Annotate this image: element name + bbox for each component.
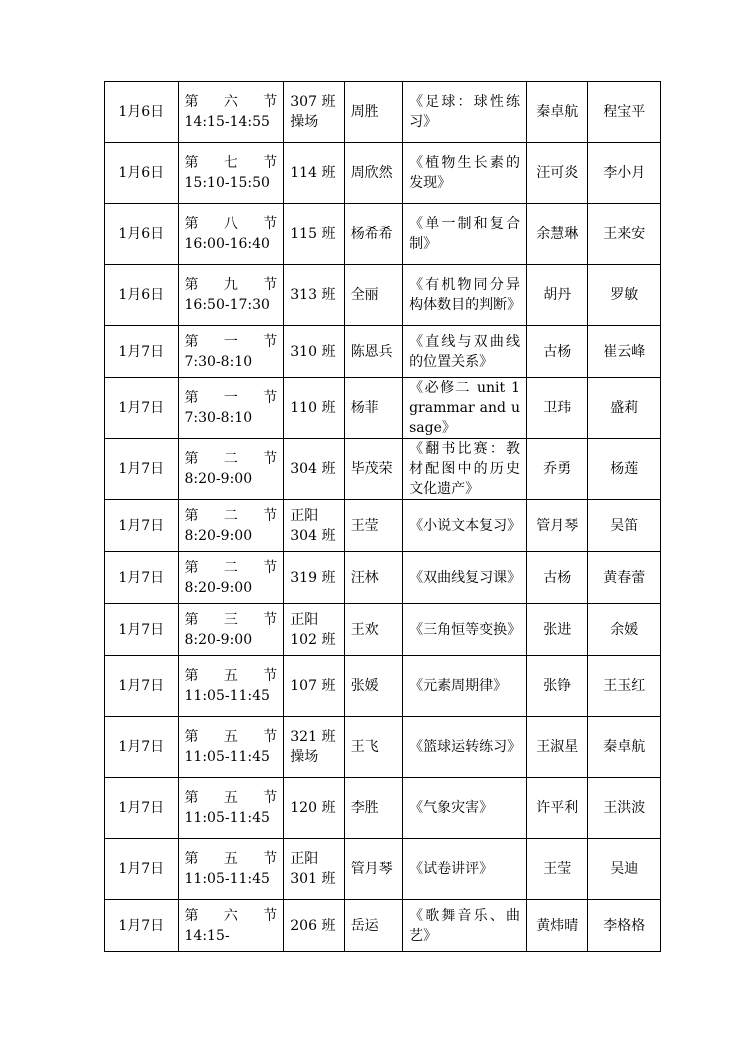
class-cell: 321 班操场 [284, 717, 344, 778]
period-time: 7:30-8:10 [184, 353, 253, 370]
observer-cell: 程宝平 [588, 82, 661, 143]
observer-cell: 崔云峰 [588, 326, 661, 378]
date-cell: 1月7日 [105, 378, 179, 439]
table-row [105, 604, 661, 656]
period-label: 第 五 节 [184, 790, 278, 806]
topic-cell: 《足球：球性练习》 [403, 82, 527, 143]
date-cell: 1月6日 [105, 204, 179, 265]
table-row [105, 82, 661, 143]
observer-cell: 秦卓航 [526, 82, 587, 143]
topic-cell: 《小说文本复习》 [403, 500, 527, 552]
period-label: 第 五 节 [184, 668, 278, 684]
period-time: 8:20-9:00 [184, 579, 253, 596]
teacher-cell: 毕茂荣 [344, 439, 402, 500]
observer-cell: 古杨 [526, 326, 587, 378]
class-cell: 304 班 [284, 439, 344, 500]
observer-cell: 李小月 [588, 143, 661, 204]
observer-cell: 许平利 [526, 778, 587, 839]
observer-cell: 吴笛 [588, 500, 661, 552]
class-cell: 正阳 301 班 [284, 839, 344, 900]
topic-cell: 《三角恒等变换》 [403, 604, 527, 656]
observer-cell: 王玉红 [588, 656, 661, 717]
date-cell: 1月7日 [105, 552, 179, 604]
observer-cell: 王淑星 [526, 717, 587, 778]
schedule-table [104, 81, 661, 952]
period-cell [178, 656, 284, 717]
teacher-cell: 杨菲 [344, 378, 402, 439]
period-label: 第 二 节 [184, 451, 278, 467]
topic-cell: 《篮球运转练习》 [403, 717, 527, 778]
teacher-cell: 岳运 [344, 900, 402, 952]
date-cell: 1月7日 [105, 839, 179, 900]
period-label: 第 二 节 [184, 559, 278, 576]
period-cell [178, 143, 284, 204]
observer-cell: 胡丹 [526, 265, 587, 326]
table-row [105, 839, 661, 900]
period-cell [178, 82, 284, 143]
teacher-cell: 周胜 [344, 82, 402, 143]
class-cell: 110 班 [284, 378, 344, 439]
period-time: 8:20-9:00 [184, 471, 253, 487]
observer-cell: 吴迪 [588, 839, 661, 900]
date-cell: 1月7日 [105, 604, 179, 656]
table-row [105, 265, 661, 326]
topic-cell: 《有机物同分异构体数目的判断》 [403, 265, 527, 326]
period-label: 第 六 节 [184, 94, 278, 110]
period-cell [178, 439, 284, 500]
period-cell [178, 500, 284, 552]
date-cell: 1月7日 [105, 439, 179, 500]
period-cell [178, 552, 284, 604]
date-cell: 1月7日 [105, 656, 179, 717]
class-cell: 206 班 [284, 900, 344, 952]
table-row [105, 552, 661, 604]
topic-cell: 《试卷讲评》 [403, 839, 527, 900]
table-row [105, 500, 661, 552]
observer-cell: 罗敏 [588, 265, 661, 326]
period-time: 7:30-8:10 [184, 410, 253, 426]
class-cell: 正阳 304 班 [284, 500, 344, 552]
class-cell: 319 班 [284, 552, 344, 604]
period-time: 16:00-16:40 [184, 236, 270, 252]
period-time: 8:20-9:00 [184, 527, 253, 544]
observer-cell: 余慧琳 [526, 204, 587, 265]
table-row [105, 900, 661, 952]
class-cell: 正阳 102 班 [284, 604, 344, 656]
teacher-cell: 张媛 [344, 656, 402, 717]
table-row [105, 143, 661, 204]
observer-cell: 张进 [526, 604, 587, 656]
date-cell: 1月7日 [105, 326, 179, 378]
observer-cell: 汪可炎 [526, 143, 587, 204]
period-cell [178, 900, 284, 952]
topic-cell: 《歌舞音乐、曲艺》 [403, 900, 527, 952]
teacher-cell: 王莹 [344, 500, 402, 552]
table-row [105, 378, 661, 439]
observer-cell: 王莹 [526, 839, 587, 900]
period-label: 第 五 节 [184, 729, 278, 745]
topic-cell: 《直线与双曲线的位置关系》 [403, 326, 527, 378]
period-time: 11:05-11:45 [184, 688, 270, 704]
schedule-table-body [105, 82, 661, 952]
period-cell [178, 717, 284, 778]
date-cell: 1月6日 [105, 265, 179, 326]
table-row [105, 778, 661, 839]
date-cell: 1月7日 [105, 717, 179, 778]
period-cell [178, 604, 284, 656]
observer-cell: 乔勇 [526, 439, 587, 500]
table-row [105, 204, 661, 265]
period-time: 14:15- [184, 927, 230, 944]
period-label: 第 二 节 [184, 507, 278, 524]
period-time: 15:10-15:50 [184, 175, 270, 191]
period-label: 第 一 节 [184, 390, 278, 406]
topic-cell: 《翻书比赛：教材配图中的历史文化遗产》 [403, 439, 527, 500]
teacher-cell: 全丽 [344, 265, 402, 326]
class-cell: 115 班 [284, 204, 344, 265]
period-label: 第 一 节 [184, 333, 278, 350]
observer-cell: 盛莉 [588, 378, 661, 439]
period-time: 14:15-14:55 [184, 114, 270, 130]
observer-cell: 张铮 [526, 656, 587, 717]
table-row [105, 656, 661, 717]
observer-cell: 杨莲 [588, 439, 661, 500]
period-cell [178, 839, 284, 900]
date-cell: 1月6日 [105, 82, 179, 143]
topic-cell: 《植物生长素的发现》 [403, 143, 527, 204]
period-time: 11:05-11:45 [184, 749, 270, 765]
teacher-cell: 管月琴 [344, 839, 402, 900]
period-label: 第 五 节 [184, 851, 278, 867]
class-cell: 120 班 [284, 778, 344, 839]
teacher-cell: 杨希希 [344, 204, 402, 265]
topic-cell: 《单一制和复合制》 [403, 204, 527, 265]
table-row [105, 717, 661, 778]
period-cell [178, 265, 284, 326]
topic-cell: 《双曲线复习课》 [403, 552, 527, 604]
period-label: 第 九 节 [184, 277, 278, 293]
period-cell [178, 378, 284, 439]
teacher-cell: 陈恩兵 [344, 326, 402, 378]
date-cell: 1月7日 [105, 900, 179, 952]
teacher-cell: 王飞 [344, 717, 402, 778]
observer-cell: 管月琴 [526, 500, 587, 552]
period-label: 第 三 节 [184, 611, 278, 628]
period-label: 第 八 节 [184, 216, 278, 232]
teacher-cell: 李胜 [344, 778, 402, 839]
period-cell [178, 204, 284, 265]
date-cell: 1月7日 [105, 778, 179, 839]
topic-cell: 《元素周期律》 [403, 656, 527, 717]
class-cell: 107 班 [284, 656, 344, 717]
observer-cell: 秦卓航 [588, 717, 661, 778]
class-cell: 313 班 [284, 265, 344, 326]
period-cell [178, 326, 284, 378]
observer-cell: 古杨 [526, 552, 587, 604]
class-cell: 310 班 [284, 326, 344, 378]
topic-cell: 《必修二 unit 1 grammar and usage》 [403, 378, 527, 439]
observer-cell: 王来安 [588, 204, 661, 265]
date-cell: 1月7日 [105, 500, 179, 552]
period-label: 第 七 节 [184, 155, 278, 171]
period-time: 8:20-9:00 [184, 631, 253, 648]
date-cell: 1月6日 [105, 143, 179, 204]
observer-cell: 李格格 [588, 900, 661, 952]
period-time: 16:50-17:30 [184, 297, 270, 313]
period-cell [178, 778, 284, 839]
class-cell: 307 班操场 [284, 82, 344, 143]
table-row [105, 439, 661, 500]
period-label: 第 六 节 [184, 907, 278, 924]
period-time: 11:05-11:45 [184, 810, 270, 826]
period-time: 11:05-11:45 [184, 871, 270, 887]
teacher-cell: 王欢 [344, 604, 402, 656]
topic-cell: 《气象灾害》 [403, 778, 527, 839]
class-cell: 114 班 [284, 143, 344, 204]
teacher-cell: 汪林 [344, 552, 402, 604]
observer-cell: 卫玮 [526, 378, 587, 439]
observer-cell: 王洪波 [588, 778, 661, 839]
observer-cell: 黄炜晴 [526, 900, 587, 952]
table-row [105, 326, 661, 378]
observer-cell: 黄春蕾 [588, 552, 661, 604]
observer-cell: 余媛 [588, 604, 661, 656]
teacher-cell: 周欣然 [344, 143, 402, 204]
